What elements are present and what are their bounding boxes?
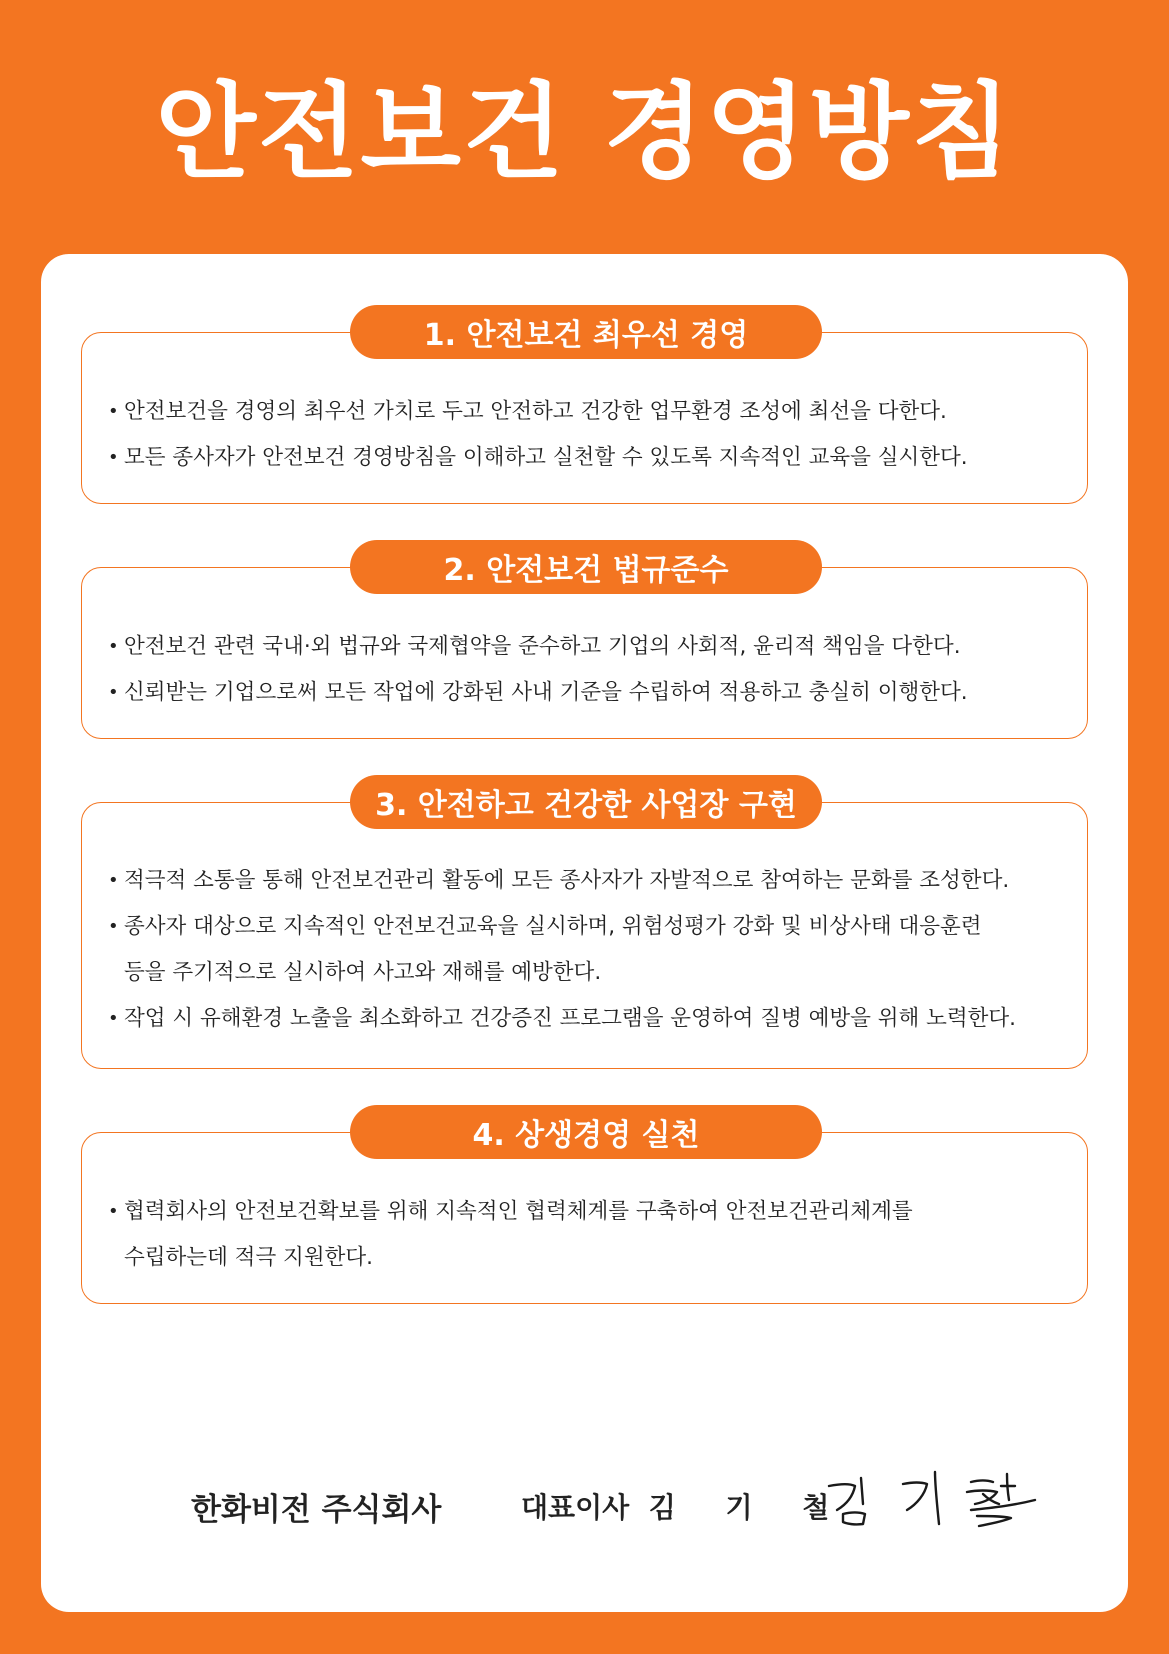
policy-section-1	[81, 318, 1088, 504]
item-text: 적극적 소통을 통해 안전보건관리 활동에 모든 종사자가 자발적으로 참여하는 문화를 조성한다.	[124, 868, 1010, 893]
ceo-line	[521, 1486, 849, 1526]
ceo-title: 대표이사	[521, 1491, 630, 1524]
item-text: 종사자 대상으로 지속적인 안전보건교육을 실시하며, 위험성평가 강화 및 비상사태 대응훈련	[124, 914, 982, 939]
footer	[41, 1464, 1128, 1544]
item-text: 작업 시 유해환경 노출을 최소화하고 건강증진 프로그램을 운영하여 질병 예방을 위해 노력한다.	[124, 1006, 1017, 1031]
policy-section-4	[81, 1118, 1088, 1304]
section-heading-2: 2. 안전보건 법규준수	[350, 540, 822, 594]
bullet-icon: •	[108, 1201, 119, 1222]
bullet-icon: •	[108, 1008, 119, 1029]
ceo-name: 김 기 철	[648, 1491, 850, 1524]
item-text-continued: 등을 주기적으로 실시하여 사고와 재해를 예방한다.	[124, 960, 602, 985]
bullet-icon: •	[108, 682, 119, 703]
item-text: 협력회사의 안전보건확보를 위해 지속적인 협력체계를 구축하여 안전보건관리체계를	[124, 1199, 913, 1224]
item-text-continued: 수립하는데 적극 지원한다.	[124, 1245, 373, 1270]
bullet-icon: •	[108, 447, 119, 468]
bullet-icon: •	[108, 636, 119, 657]
item-text: 안전보건 관련 국내·외 법규와 국제협약을 준수하고 기업의 사회적, 윤리적 책임을 다한다.	[124, 634, 961, 659]
section-items-3	[108, 858, 1077, 1042]
signature-image	[821, 1464, 1041, 1534]
list-item	[108, 996, 1077, 1042]
list-item	[108, 389, 1077, 435]
policy-card	[41, 254, 1128, 1612]
list-item	[108, 435, 1077, 481]
policy-section-3	[81, 788, 1088, 1069]
list-item	[108, 670, 1077, 716]
bullet-icon: •	[108, 916, 119, 937]
policy-section-2	[81, 553, 1088, 739]
item-text: 신뢰받는 기업으로써 모든 작업에 강화된 사내 기준을 수립하여 적용하고 충실히 이행한다.	[124, 680, 968, 705]
section-items-4	[108, 1189, 1077, 1281]
list-item	[108, 1189, 1077, 1281]
section-items-1	[108, 389, 1077, 481]
company-name: 한화비전 주식회사	[191, 1492, 442, 1528]
bullet-icon: •	[108, 401, 119, 422]
section-heading-3: 3. 안전하고 건강한 사업장 구현	[350, 775, 822, 829]
item-text: 안전보건을 경영의 최우선 가치로 두고 안전하고 건강한 업무환경 조성에 최선을 다한다.	[124, 399, 947, 424]
section-heading-4: 4. 상생경영 실천	[350, 1105, 822, 1159]
bullet-icon: •	[108, 870, 119, 891]
list-item	[108, 858, 1077, 904]
section-items-2	[108, 624, 1077, 716]
page-title: 안전보건 경영방침	[155, 71, 1014, 193]
item-text: 모든 종사자가 안전보건 경영방침을 이해하고 실천할 수 있도록 지속적인 교육을 실시한다.	[124, 445, 968, 470]
list-item	[108, 624, 1077, 670]
list-item	[108, 904, 1077, 996]
section-heading-1: 1. 안전보건 최우선 경영	[350, 305, 822, 359]
